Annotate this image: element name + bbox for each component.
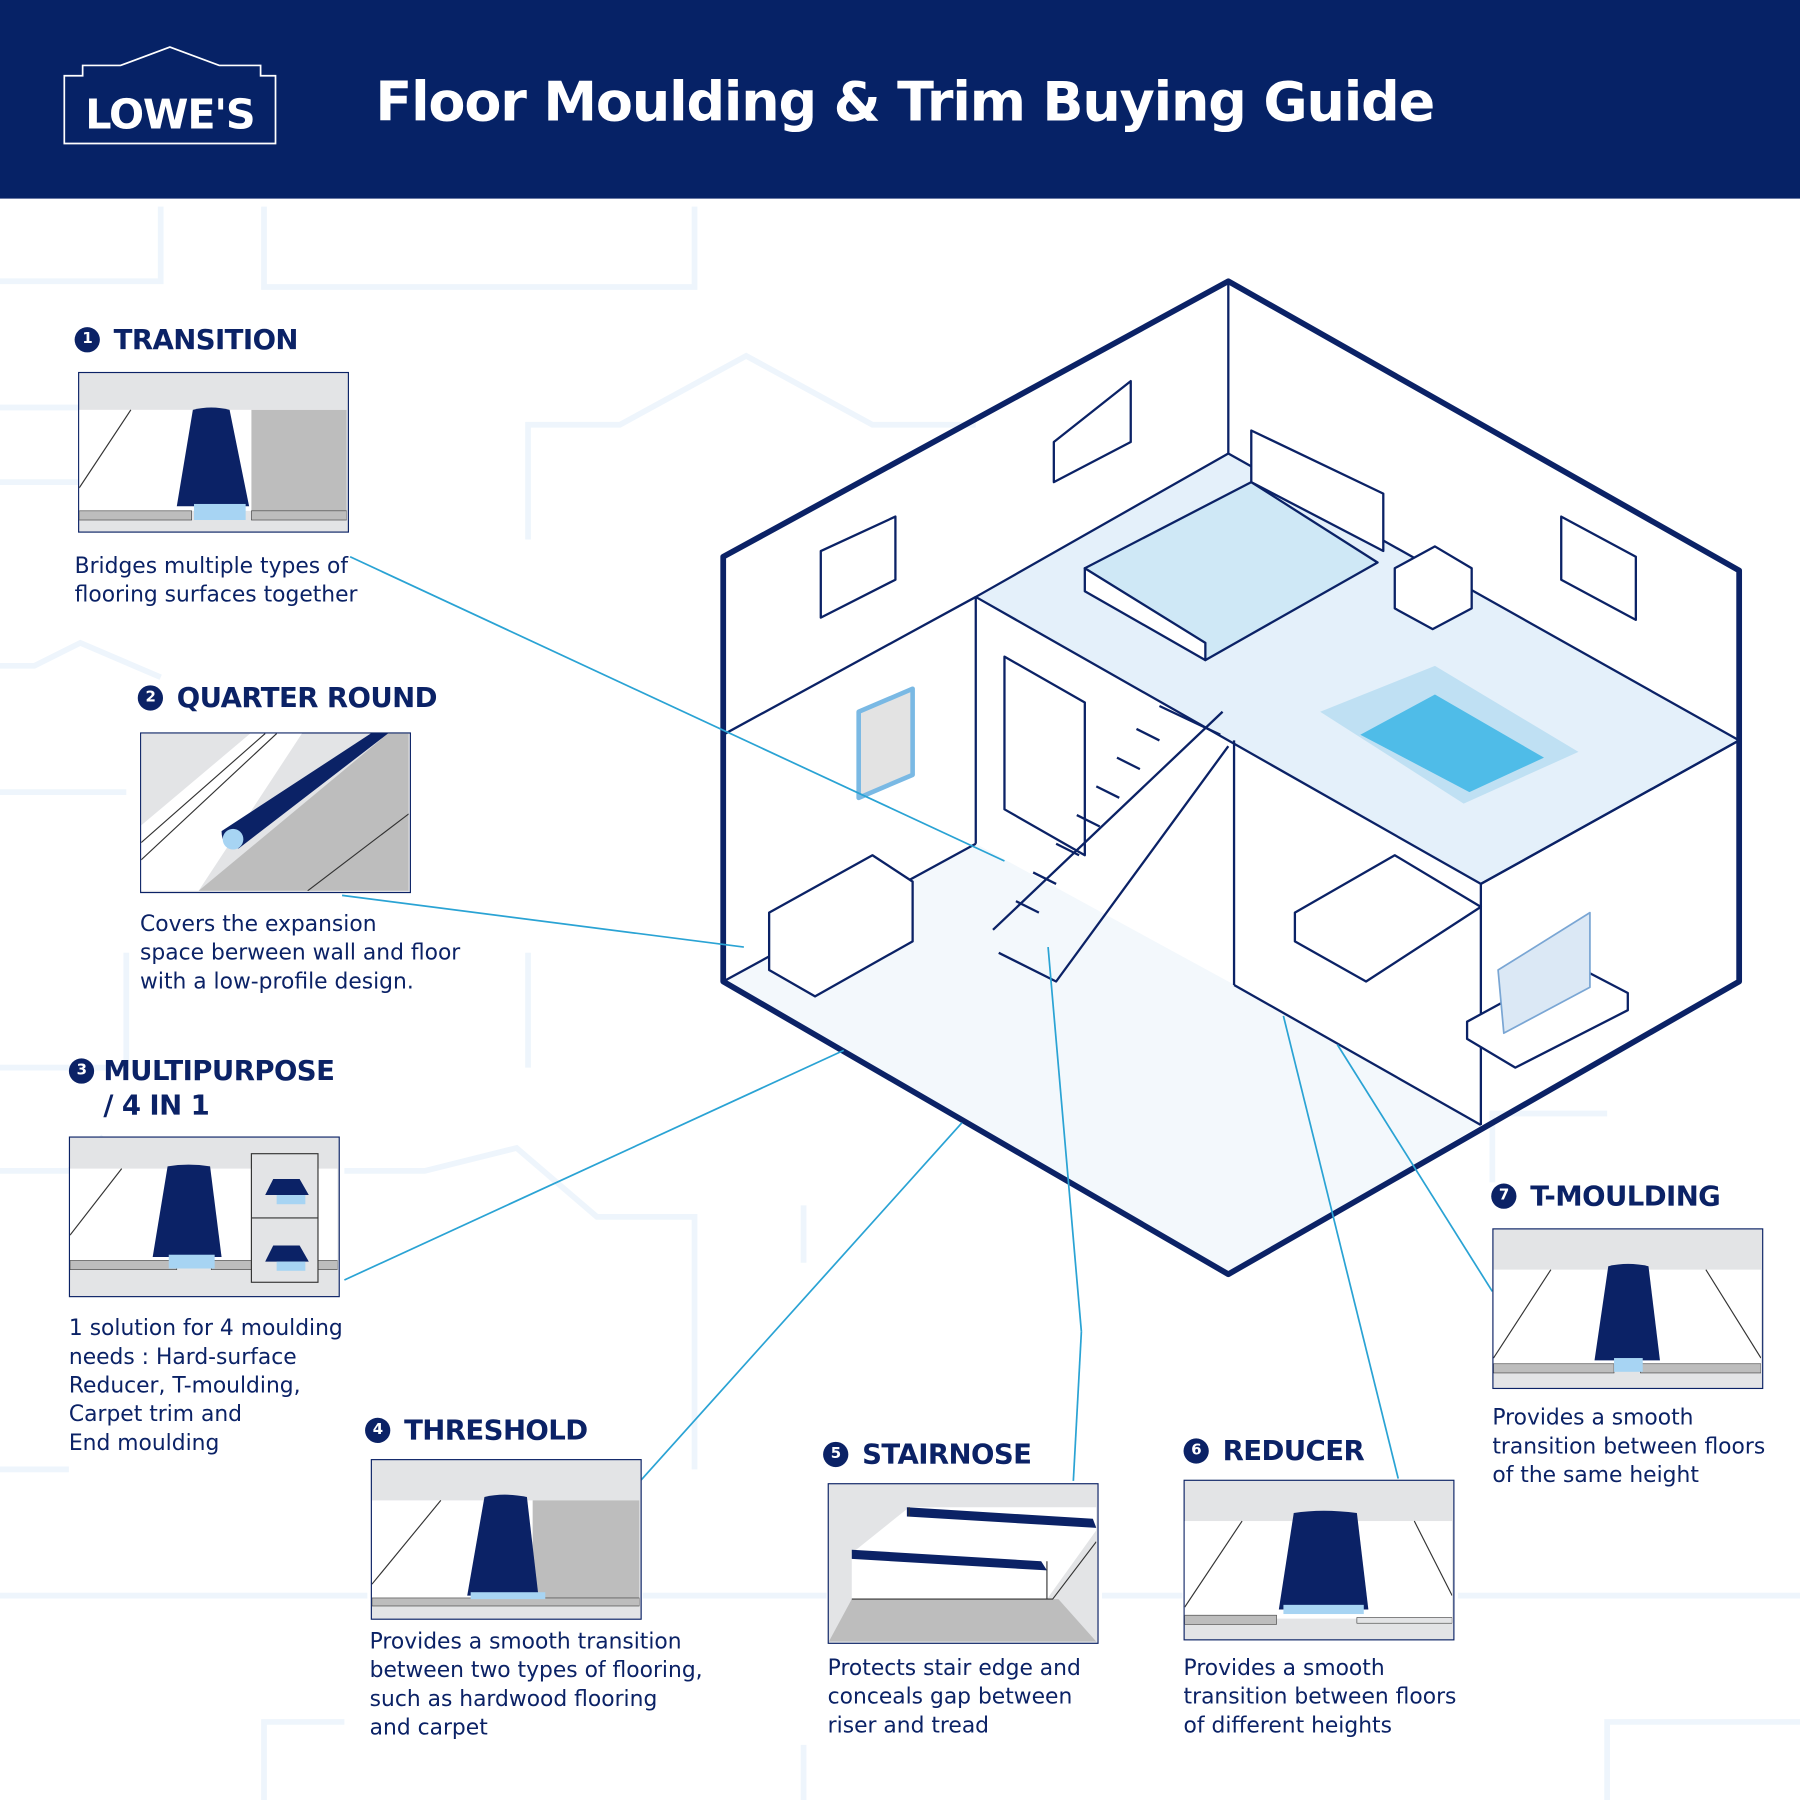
section-title: TRANSITION <box>113 323 298 356</box>
section-title: T-MOULDING <box>1530 1180 1721 1213</box>
section-title: THRESHOLD <box>404 1414 588 1447</box>
heading-transition <box>75 323 298 357</box>
multipurpose-illustration <box>69 1136 340 1297</box>
step-number: 4 <box>365 1418 390 1443</box>
section-title: QUARTER ROUND <box>176 681 437 715</box>
step-number: 7 <box>1491 1184 1516 1209</box>
step-number: 6 <box>1184 1438 1209 1463</box>
t-moulding-description: Provides a smooth transition between floors of the same height <box>1492 1405 1766 1488</box>
stairnose-description: Protects stair edge and conceals gap between riser and tread <box>827 1655 1081 1739</box>
step-number: 1 <box>75 327 100 352</box>
t-moulding-illustration <box>1492 1228 1763 1389</box>
section-title: REDUCER <box>1222 1434 1365 1468</box>
transition-illustration <box>78 372 349 533</box>
stairnose-illustration <box>828 1483 1099 1644</box>
threshold-illustration <box>371 1459 642 1620</box>
heading-threshold <box>365 1413 588 1447</box>
step-number: 5 <box>823 1442 848 1467</box>
logo-text: LOWE'S <box>85 90 255 139</box>
heading-quarter-round <box>138 681 437 715</box>
reducer-illustration <box>1184 1480 1455 1641</box>
step-number: 3 <box>69 1058 94 1083</box>
quarter-round-description: Covers the expansion space berween wall and floor with a low-profile design. <box>140 911 461 995</box>
step-number: 2 <box>138 685 163 710</box>
heading-t-moulding <box>1491 1179 1720 1213</box>
heading-multipurpose <box>69 1054 334 1123</box>
reducer-description: Provides a smooth transition between floors of different heights <box>1183 1655 1457 1739</box>
transition-description: Bridges multiple types of flooring surfaces together <box>74 553 358 608</box>
section-title: STAIRNOSE <box>862 1438 1032 1471</box>
threshold-description: Provides a smooth transition between two types of flooring, such as hardwood flooring and carpet <box>369 1628 703 1741</box>
section-title: MULTIPURPOSE / 4 IN 1 <box>103 1054 335 1122</box>
page-title: Floor Moulding & Trim Buying Guide <box>375 71 1435 135</box>
multipurpose-description: 1 solution for 4 moulding needs : Hard-surface Reducer, T-moulding, Carpet trim and End moulding <box>68 1315 343 1456</box>
heading-reducer <box>1184 1434 1365 1468</box>
quarter-round-illustration <box>140 732 411 893</box>
heading-stairnose <box>823 1437 1031 1471</box>
